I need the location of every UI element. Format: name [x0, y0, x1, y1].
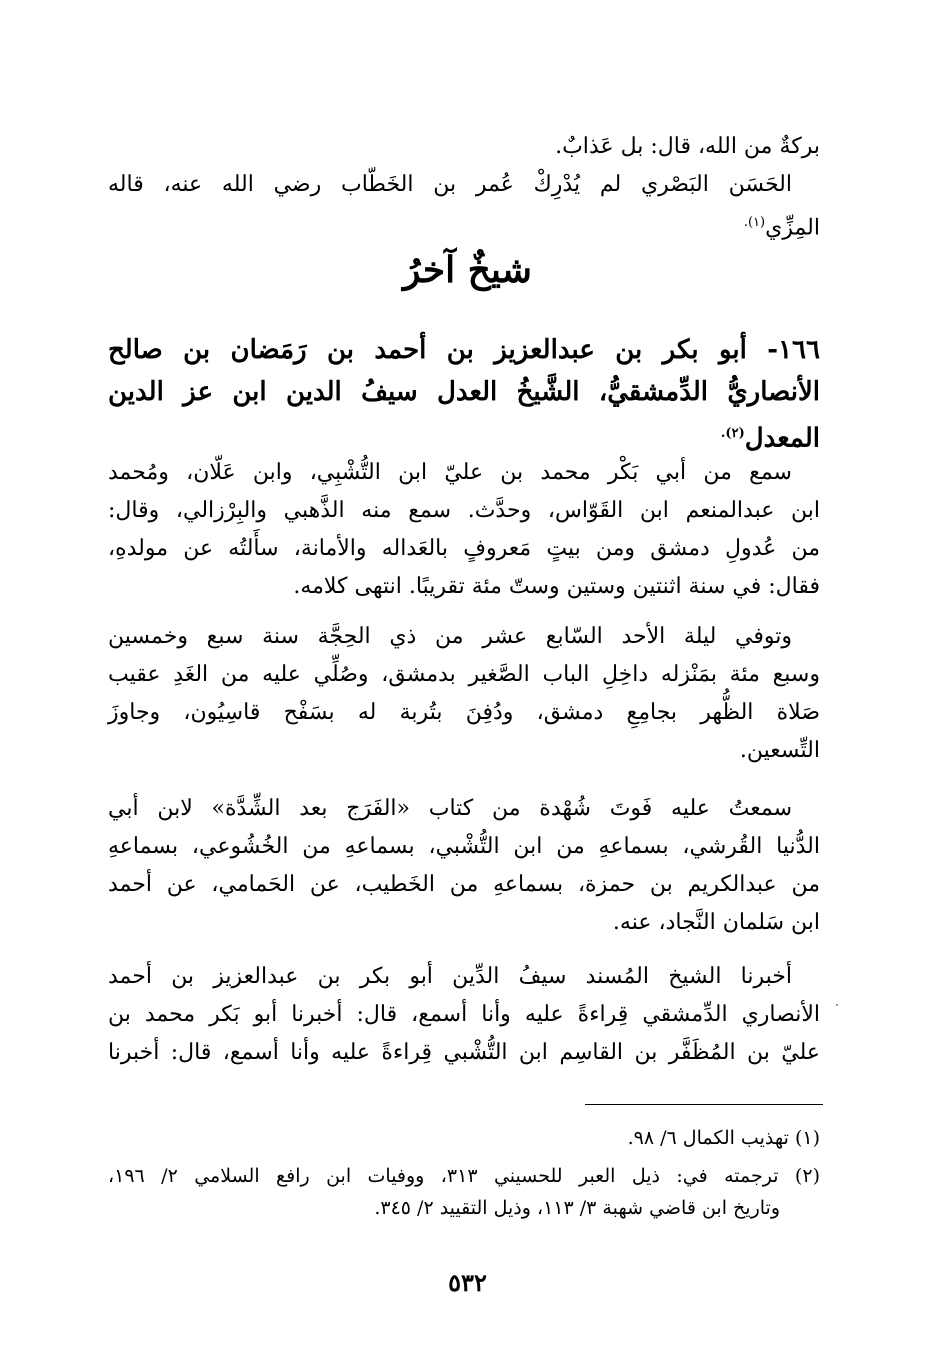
- entry-title-line-3-text: المعدل: [744, 423, 820, 454]
- paragraph-2: [108, 618, 820, 774]
- footnote-ref-1: (١).: [743, 215, 766, 230]
- intro-line-1: بركةٌ من الله، قال: بل عَذابٌ.: [555, 134, 820, 159]
- intro-line-3: [108, 204, 820, 247]
- footnote-2-continued: وتاريخ ابن قاضي شهبة ٣/ ١١٣، وذيل التقييد ٢/ ٣٤٥.: [374, 1197, 780, 1219]
- intro-text: [108, 128, 820, 248]
- paragraph-3-line-1: سمعتُ عليه فَوتَ شُهْدة من كتاب «الفَرَج بعد الشِّدَّة» لابن أبي: [108, 796, 792, 821]
- footnote-1: (١) تهذيب الكمال ٦/ ٩٨.: [627, 1127, 820, 1149]
- paragraph-1-line-4: فقال: في سنة اثنتين وستين وستّ مئة تقريبًا. انتهى كلامه.: [293, 574, 820, 599]
- paragraph-1-line-1: سمع من أبي بَكْر محمد بن عليّ ابن التُّشْبِي، وابن عَلّان، ومُحمد: [108, 460, 792, 485]
- footnote-separator: [585, 1104, 823, 1105]
- footnote-2: (٢) ترجمته في: ذيل العبر للحسيني ٣١٣، ووفيات ابن رافع السلامي ٢/ ١٩٦،: [108, 1165, 820, 1187]
- entry-title: [108, 328, 820, 460]
- paragraph-4: [108, 958, 820, 1076]
- paragraph-3-line-2: الدُّنيا القُرشي، بسماعهِ من ابن التُّشْبي، بسماعهِ من الخُشُوعي، بسماعهِ: [108, 834, 820, 859]
- intro-line-2: الحَسَن البَصْري لم يُدْرِكْ عُمر بن الخَطّاب رضي الله عنه، قاله: [108, 172, 792, 197]
- entry-title-line-1: ١٦٦- أبو بكر بن عبدالعزيز بن أحمد بن رَمَضان بن صالح: [108, 335, 820, 365]
- footnote-ref-2: (٢).: [720, 426, 745, 441]
- scan-speck: [836, 1004, 838, 1006]
- paragraph-4-line-2: الأنصاري الدِّمشقي قِراءةً عليه وأنا أسمع، قال: أخبرنا أبو بَكر محمد بن: [108, 1002, 820, 1027]
- paragraph-3-line-3: من عبدالكريم بن حمزة، بسماعهِ من الخَطيب، عن الحَمامي، عن أحمد: [108, 872, 820, 897]
- paragraph-2-line-1: وتوفي ليلة الأحد السّابع عشر من ذي الحِجَّة سنة سبع وخمسين: [108, 624, 792, 649]
- footnotes: [108, 1122, 820, 1232]
- paragraph-1: [108, 454, 820, 610]
- intro-line-3-text: المِزِّي: [765, 215, 820, 241]
- paragraph-1-line-2: ابن عبدالمنعم ابن القَوّاس، وحدَّث. سمع منه الذَّهبي والبِرْزالي، وقال:: [108, 498, 820, 523]
- paragraph-2-line-2: وسبع مئة بمَنْزله داخِلِ الباب الصَّغير بدمشق، وصُلِّي عليه من الغَدِ عقيب: [108, 662, 820, 687]
- paragraph-3-line-4: ابن سَلمان النَّجاد، عنه.: [612, 910, 820, 935]
- paragraph-2-line-3: صَلاة الظُّهر بجامِعِ دمشق، ودُفِنَ بتُربة له بسَفْح قاسِيُون، وجاوزَ: [108, 700, 820, 725]
- paragraph-4-line-1: أخبرنا الشيخ المُسند سيفُ الدِّين أبو بكر بن عبدالعزيز بن أحمد: [108, 964, 792, 989]
- paragraph-1-line-3: من عُدولِ دمشق ومن بيتٍ مَعروفٍ بالعَداله والأمانة، سأَلتُه عن مولدهِ،: [108, 536, 820, 561]
- page-number: ٥٣٢: [448, 1268, 487, 1297]
- paragraph-3: [108, 790, 820, 946]
- paragraph-4-line-3: عليّ بن المُظَفَّر بن القاسِم ابن التُّشْبي قِراءةً عليه وأنا أسمع، قال: أخبرنا: [108, 1040, 820, 1065]
- entry-title-line-2: الأنصاريُّ الدِّمشقيُّ، الشَّيخُ العدل سيفُ الدين ابن عز الدين: [108, 377, 820, 407]
- section-heading: شيخٌ آخرُ: [403, 249, 532, 291]
- paragraph-2-line-4: التِّسعين.: [739, 738, 820, 763]
